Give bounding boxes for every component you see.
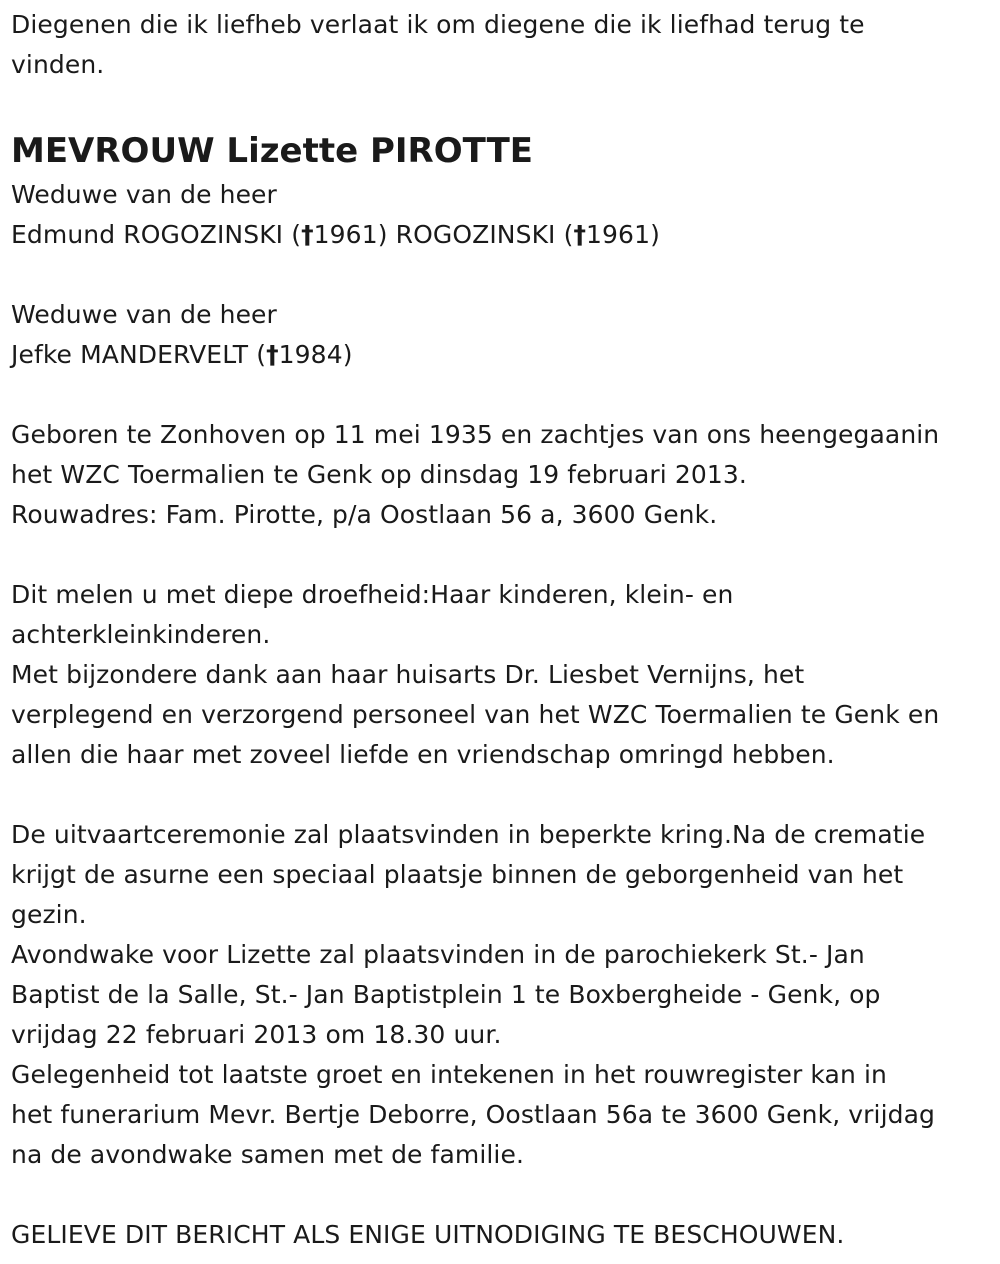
spouse1-year-a: 1961) ROGOZINSKI ( — [313, 220, 574, 249]
spouse1-name-line — [11, 215, 996, 255]
motto-line-2: vinden. — [11, 50, 105, 79]
farewell-line-1: Gelegenheid tot laatste groet en intekenen in het rouwregister kan in — [11, 1060, 887, 1089]
deceased-name-title: MEVROUW Lizette PIROTTE — [11, 131, 534, 171]
spacer — [11, 255, 996, 295]
spacer — [11, 535, 996, 575]
birth-line-2: het WZC Toermalien te Genk op dinsdag 19 februari 2013. — [11, 460, 747, 489]
birth-line-1: Geboren te Zonhoven op 11 mei 1935 en zachtjes van ons heengegaanin — [11, 420, 940, 449]
farewell-line-2: het funerarium Mevr. Bertje Deborre, Oostlaan 56a te 3600 Genk, vrijdag — [11, 1100, 936, 1129]
ceremony-line-2: krijgt de asurne een speciaal plaatsje binnen de geborgenheid van het — [11, 860, 904, 889]
spouse2-year: 1984) — [278, 340, 353, 369]
spouse2-name: Jefke MANDERVELT ( — [11, 340, 267, 369]
ceremony-line-1: De uitvaartceremonie zal plaatsvinden in beperkte kring.Na de crematie — [11, 820, 926, 849]
thanks-line-2: verplegend en verzorgend personeel van het WZC Toermalien te Genk en — [11, 700, 940, 729]
spouse2-label: Weduwe van de heer — [11, 300, 277, 329]
cross-icon: † — [573, 220, 587, 249]
spacer — [11, 775, 996, 815]
mourning-address: Rouwadres: Fam. Pirotte, p/a Oostlaan 56 a, 3600 Genk. — [11, 500, 718, 529]
family-line-2: achterkleinkinderen. — [11, 620, 271, 649]
closing-notice: GELIEVE DIT BERICHT ALS ENIGE UITNODIGING TE BESCHOUWEN. — [11, 1220, 845, 1249]
obituary-notice — [11, 0, 996, 1255]
spouse2-name-line — [11, 335, 996, 375]
spouse1-year-b: 1961) — [586, 220, 660, 249]
spouse1-label: Weduwe van de heer — [11, 180, 277, 209]
farewell-line-3: na de avondwake samen met de familie. — [11, 1140, 525, 1169]
cross-icon: † — [301, 220, 314, 249]
thanks-line-1: Met bijzondere dank aan haar huisarts Dr. Liesbet Vernijns, het — [11, 660, 805, 689]
vigil-line-3: vrijdag 22 februari 2013 om 18.30 uur. — [11, 1020, 502, 1049]
family-line-1: Dit melen u met diepe droefheid:Haar kinderen, klein- en — [11, 580, 734, 609]
vigil-line-2: Baptist de la Salle, St.- Jan Baptistplein 1 te Boxbergheide - Genk, op — [11, 980, 881, 1009]
spacer — [11, 375, 996, 415]
thanks-line-3: allen die haar met zoveel liefde en vriendschap omringd hebben. — [11, 740, 835, 769]
cross-icon: † — [266, 340, 279, 369]
ceremony-line-3: gezin. — [11, 900, 87, 929]
motto-line-1: Diegenen die ik liefheb verlaat ik om diegene die ik liefhad terug te — [11, 10, 865, 39]
spouse1-name-a: Edmund ROGOZINSKI ( — [11, 220, 302, 249]
spacer — [11, 1175, 996, 1215]
vigil-line-1: Avondwake voor Lizette zal plaatsvinden in de parochiekerk St.- Jan — [11, 940, 865, 969]
